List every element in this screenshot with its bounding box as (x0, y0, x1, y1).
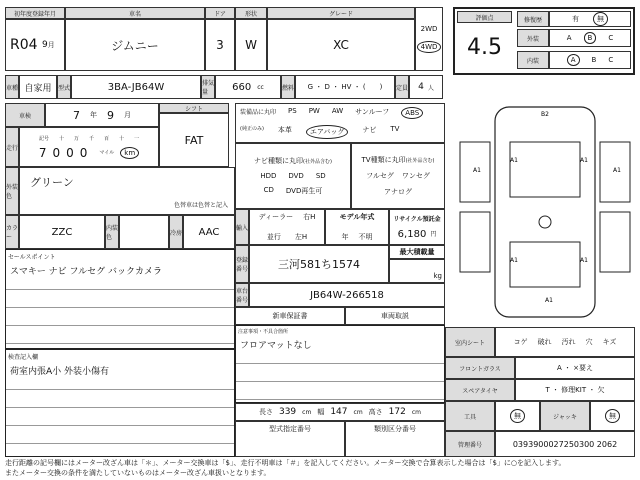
equip-abs: ABS (401, 107, 423, 119)
int-c: C (608, 56, 614, 64)
notes-text: フロアマットなし (240, 341, 312, 351)
capacity-value (409, 75, 443, 99)
damage-mark: B2 (541, 111, 549, 118)
year-unit: 年 (90, 111, 97, 119)
damage-mark: A1 (580, 257, 588, 264)
capacity-number: 4 (418, 82, 424, 92)
notes-box (235, 325, 445, 403)
interior-color-value (119, 215, 169, 249)
rule-line (6, 312, 234, 326)
mileage-label: 走行 (5, 127, 19, 167)
shift-value: FAT (159, 113, 229, 167)
insp-year: 7 (73, 108, 80, 122)
displacement-value (215, 75, 281, 99)
unit-hyaku: 百 (104, 135, 110, 142)
usage-value: 自家用 (19, 75, 57, 99)
inspection-value (45, 103, 159, 127)
mile-label: マイル (99, 150, 115, 156)
max-load-box (389, 259, 445, 283)
insp-month: 9 (107, 108, 114, 122)
inspection-label: 車検 (5, 103, 45, 127)
mileage-box (19, 127, 159, 167)
km-unit: km (120, 147, 139, 159)
tools-label: 工具 (445, 401, 495, 431)
car-name-label: 車名 (65, 7, 205, 19)
inspector-label: 検査記入欄 (8, 354, 39, 361)
footer-line-2: またメーター交換の条件を満たしていないものはメーター改ざん車扱いとなります。 (5, 469, 271, 477)
damage-mark: A1 (510, 257, 518, 264)
tv-row1 (366, 171, 430, 181)
ac-value: AAC (183, 215, 235, 249)
manual: 車両取説 (345, 307, 445, 325)
navi-cd: CD (263, 186, 274, 194)
door-value: 3 (205, 19, 235, 71)
footer-note (5, 458, 635, 478)
navi-dvdplay: DVD再生可 (285, 187, 323, 195)
rule-line (6, 394, 234, 408)
equip-pw: PW (308, 107, 320, 115)
fuel-value: G ・ D ・ HV ・ ( ) (295, 75, 395, 99)
model-value: 3BA-JB64W (71, 75, 201, 99)
model-label: 型式 (57, 75, 71, 99)
drive-2wd: 2WD (420, 25, 438, 33)
type-num: 型式指定番号 (235, 421, 345, 457)
usage-label: 車種 (5, 75, 19, 99)
capacity-label: 定員 (395, 75, 409, 99)
color-code-value: ZZC (19, 215, 105, 249)
door-label: ドア (205, 7, 235, 19)
unit-code: 記号 (38, 135, 49, 142)
recycle-row (398, 229, 437, 240)
repair-label: 修復歴 (517, 11, 549, 27)
rule-line (6, 276, 234, 290)
cc-unit: cc (257, 83, 264, 91)
mgmt-label: 管理番号 (445, 431, 495, 457)
equip-ps: PS (288, 107, 297, 115)
ext-color-value: グリーン (30, 175, 74, 189)
notes-label: 注意事項・不具合箇所 (238, 329, 289, 335)
sheet-hole: 穴 (585, 338, 593, 346)
model-year-box (325, 209, 389, 245)
drive-type (415, 7, 443, 71)
rule-line (6, 412, 234, 426)
rule-line (6, 376, 234, 390)
width-unit: cm (353, 408, 363, 416)
damage-mark: A1 (580, 157, 588, 164)
sales-point-label: セールスポイント (8, 254, 56, 261)
navi-label-text: ナビ種類に丸印 (254, 157, 304, 165)
recycle-unit: 円 (430, 231, 437, 238)
unit-sen: 千 (88, 135, 94, 142)
grade-label: グレード (267, 7, 415, 19)
new-warranty: 新車保証書 (235, 307, 345, 325)
first-reg-value (5, 19, 65, 71)
tools-box (495, 401, 540, 431)
tv-label-text: TV種類に丸印 (361, 156, 406, 164)
damage-mark: A1 (510, 157, 518, 164)
equipment-row2 (240, 125, 399, 139)
front-glass-label: フロントガラス (445, 357, 515, 379)
sales-point-text: スマキー ナビ フルセグ バックカメラ (10, 267, 163, 277)
interior-color-label: 内装色 (105, 215, 119, 249)
import-left: 左H (294, 233, 308, 241)
import-parallel: 並行 (266, 233, 281, 241)
tv-oneseg: ワンセグ (401, 172, 430, 180)
jack-value: 無 (605, 409, 620, 423)
tools-value: 無 (510, 409, 525, 423)
ext-b: B (584, 32, 597, 44)
windshield-outline (510, 142, 580, 197)
import-label: 輸入 (235, 209, 249, 245)
height-value: 172 (388, 407, 406, 417)
tv-label (362, 155, 435, 165)
int-a: A (567, 54, 580, 66)
ext-color-label: 外装色 (5, 167, 19, 215)
sheet-dirt: 汚れ (561, 338, 576, 346)
repair-none: 無 (593, 12, 608, 26)
ext-a: A (566, 34, 572, 42)
damage-mark: A1 (473, 167, 481, 174)
first-reg-month: 9 (42, 40, 48, 50)
mileage-row (39, 146, 139, 160)
score-value: 4.5 (467, 34, 502, 60)
equipment-box (235, 103, 445, 143)
displacement-number: 660 (232, 81, 252, 93)
equip-airbag: エアバッグ (306, 125, 348, 139)
import-right: 右H (303, 213, 316, 221)
height-unit: cm (411, 408, 422, 416)
navi-label (254, 156, 332, 166)
left-door-rear (460, 212, 490, 272)
room-sheet-label: 室内シート (445, 327, 495, 357)
rule-line (6, 430, 234, 444)
damage-mark: A1 (613, 167, 621, 174)
roof-mark (539, 216, 551, 228)
equip-tv: TV (390, 125, 400, 133)
sheet-scratch: キズ (602, 338, 617, 346)
height-label: 高さ (368, 408, 383, 416)
rule-line (6, 294, 234, 308)
length-unit: cm (302, 408, 312, 416)
equipment-row1 (240, 107, 423, 119)
import-row2 (267, 232, 307, 242)
max-load-unit: kg (433, 272, 442, 280)
recycle-value: 6,180 (397, 229, 427, 240)
equip-navi: ナビ (362, 126, 377, 134)
unit-man: 万 (73, 135, 79, 142)
grade-value: XC (267, 19, 415, 71)
width-label: 幅 (317, 408, 325, 416)
exterior-label: 外装 (517, 29, 549, 47)
damage-diagram (455, 102, 635, 332)
model-year-unknown: 不明 (358, 233, 373, 241)
tv-sub: (社外品含む) (405, 158, 435, 164)
mileage-digits: 7000 (38, 145, 94, 160)
shape-value: W (235, 19, 267, 71)
import-dealer: ディーラー (258, 213, 294, 221)
ext-c: C (608, 34, 614, 42)
footer-line-1: 走行距離の記号欄にはメーター改ざん車は「＊」、メーター交換車は「$」、走行不明車は「＃」を記入してください。メーター交換で合算表示した場合は「$」に○を記入します。 (5, 459, 566, 467)
repair-yes: 有 (572, 15, 579, 23)
sheet-tear: 破れ (537, 338, 552, 346)
inspector-text: 荷室内張A小 外装小傷有 (10, 367, 110, 377)
tv-fullseg: フルセグ (366, 172, 394, 180)
import-box (249, 209, 325, 245)
car-name-value: ジムニー (65, 19, 205, 71)
repair-values (549, 11, 631, 27)
rule-line (236, 368, 444, 382)
unit-ichi: 一 (134, 135, 140, 142)
rule-line (6, 330, 234, 344)
jack-label: ジャッキ (540, 401, 590, 431)
navi-sub: (社外品含む) (303, 159, 332, 165)
max-load-label: 最大積載量 (389, 245, 445, 259)
first-reg-label: 初年度登録年月 (5, 7, 65, 19)
width-value: 147 (330, 407, 348, 417)
interior-label: 内装 (517, 51, 549, 69)
displacement-label: 排気量 (201, 75, 215, 99)
rule-line (236, 386, 444, 400)
fuel-label: 燃料 (281, 75, 295, 99)
chassis-label: 車台番号 (235, 283, 249, 307)
navi-row1 (260, 172, 325, 180)
shape-label: 形状 (235, 7, 267, 19)
ac-label: 冷房 (169, 215, 183, 249)
unit-juu: 十 (119, 135, 125, 142)
score-box (453, 7, 635, 75)
equipment-sub: (純正のみ) (240, 126, 264, 132)
sales-point-box (5, 249, 235, 349)
rule-line (236, 350, 444, 364)
equipment-label: 装備品に丸印 (240, 109, 277, 116)
dimensions-row (235, 403, 445, 421)
right-door-rear (600, 212, 630, 272)
navi-row2 (264, 186, 323, 196)
room-sheet-items (495, 327, 635, 357)
navi-hdd: HDD (260, 172, 277, 180)
exterior-grades (549, 29, 631, 47)
equip-leather: 本革 (277, 126, 292, 134)
navi-box (235, 143, 351, 209)
rear-window-outline (510, 242, 580, 287)
recycle-box (389, 209, 445, 245)
equip-aw: AW (331, 107, 344, 115)
month-unit: 月 (47, 41, 55, 49)
person-unit: 人 (427, 84, 434, 92)
class-num: 類別区分番号 (345, 421, 445, 457)
auction-sheet (5, 7, 635, 457)
jack-box (590, 401, 635, 431)
model-year-unit: 年 (341, 233, 349, 241)
int-b: B (591, 56, 597, 64)
navi-dvd: DVD (288, 172, 304, 180)
plate-value: 三河581ち1574 (249, 245, 389, 283)
damage-mark: A1 (545, 297, 553, 304)
tv-analog: アナログ (384, 188, 412, 196)
model-year-row (342, 232, 373, 242)
shift-label: シフト (159, 103, 229, 113)
plate-label: 登録番号 (235, 245, 249, 283)
unit-ten: 十 (58, 135, 64, 142)
first-reg-year: R04 (10, 37, 38, 53)
color-code-label: カラー (5, 215, 19, 249)
front-glass-value: A ・ ×要え (515, 357, 635, 379)
score-label: 評価点 (457, 11, 512, 23)
sheet-burn: コゲ (513, 338, 528, 346)
equip-sunroof: サンルーフ (355, 108, 390, 116)
model-year-label: モデル年式 (339, 213, 375, 221)
spare-label: スペアタイヤ (445, 379, 515, 401)
navi-sd: SD (315, 172, 326, 180)
mileage-units (39, 135, 139, 142)
chassis-value: JB64W-266518 (249, 283, 445, 307)
spare-value: T ・ 修理KIT ・ 欠 (515, 379, 635, 401)
interior-grades (549, 51, 631, 69)
length-value: 339 (278, 407, 297, 417)
recycle-label: リサイクル預託金 (393, 216, 441, 223)
length-label: 長さ (258, 408, 273, 416)
inspector-box (5, 349, 235, 457)
ext-color-box (19, 167, 235, 215)
ext-color-note: 色替車は色替と記入 (173, 201, 228, 209)
import-row1 (259, 212, 316, 222)
tv-box (351, 143, 445, 209)
drive-4wd: 4WD (417, 41, 442, 53)
insp-month-unit: 月 (124, 111, 131, 119)
mgmt-value: 0393900027250300 2062 (495, 431, 635, 457)
